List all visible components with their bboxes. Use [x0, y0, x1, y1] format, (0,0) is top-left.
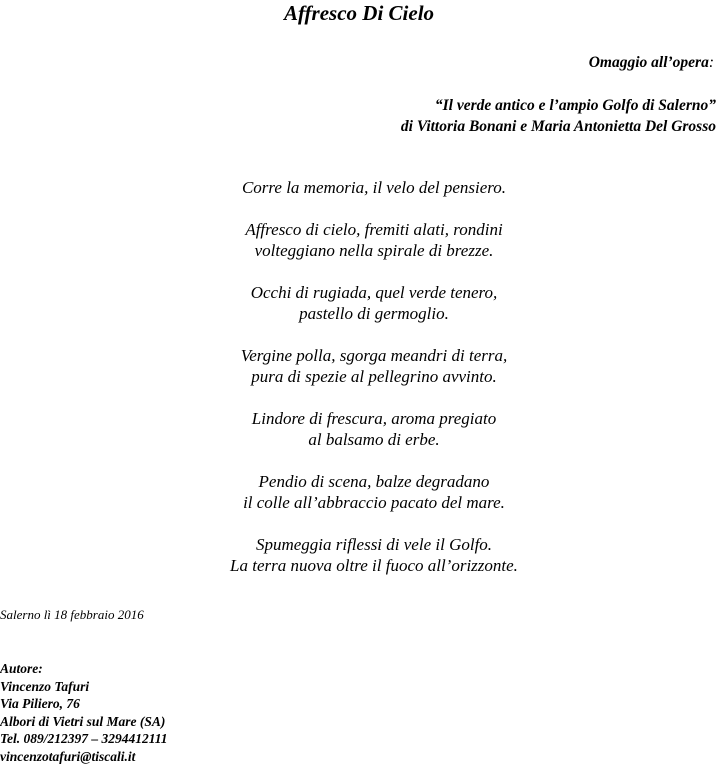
poem-stanza	[0, 282, 718, 324]
poem-line: pastello di germoglio.	[299, 304, 449, 323]
poem-stanza	[0, 471, 718, 513]
poem-line: Corre la memoria, il velo del pensiero.	[241, 178, 507, 197]
author-email: vincenzotafuri@tiscali.it	[0, 748, 136, 764]
poem-line: il colle all’abbraccio pacato del mare.	[243, 493, 505, 512]
poem-line: Affresco di cielo, fremiti alati, rondini	[245, 220, 503, 239]
date-line: Salerno lì 18 febbraio 2016	[0, 607, 144, 622]
dedication-authors: di Vittoria Bonani e Maria Antonietta Del Grosso	[400, 118, 716, 135]
author-name: Vincenzo Tafuri	[0, 678, 90, 694]
author-phone: Tel. 089/212397 – 3294412111	[0, 731, 168, 746]
poem-line: Spumeggia riflessi di vele il Golfo.	[255, 535, 493, 554]
poem-body	[0, 177, 718, 597]
poem-line: Pendio di scena, balze degradano	[258, 472, 490, 491]
dedication-work-title: “Il verde antico e l’ampio Golfo di Salerno”	[434, 97, 716, 114]
poem-line: Lindore di frescura, aroma pregiato	[251, 409, 497, 428]
poem-line: Occhi di rugiada, quel verde tenero,	[250, 283, 498, 302]
poem-stanza	[0, 534, 718, 576]
author-city: Albori di Vietri sul Mare (SA)	[0, 713, 166, 729]
document-title: Affresco Di Cielo	[283, 1, 435, 25]
dedication-colon: :	[708, 54, 714, 71]
author-block	[0, 660, 168, 765]
poem-line: Vergine polla, sgorga meandri di terra,	[240, 346, 508, 365]
poem-line: al balsamo di erbe.	[308, 430, 440, 449]
poem-stanza	[0, 408, 718, 450]
poem-line: La terra nuova oltre il fuoco all’orizzonte.	[230, 556, 518, 575]
author-street: Via Piliero, 76	[0, 696, 80, 711]
poem-stanza	[0, 219, 718, 261]
poem-line: volteggiano nella spirale di brezze.	[254, 241, 494, 260]
author-label: Autore:	[0, 661, 43, 676]
dedication-label	[589, 53, 714, 73]
poem-stanza	[0, 345, 718, 387]
dedication-label-text: Omaggio all’opera	[588, 54, 709, 71]
poem-stanza	[0, 177, 718, 198]
poem-line: pura di spezie al pellegrino avvinto.	[251, 367, 497, 386]
